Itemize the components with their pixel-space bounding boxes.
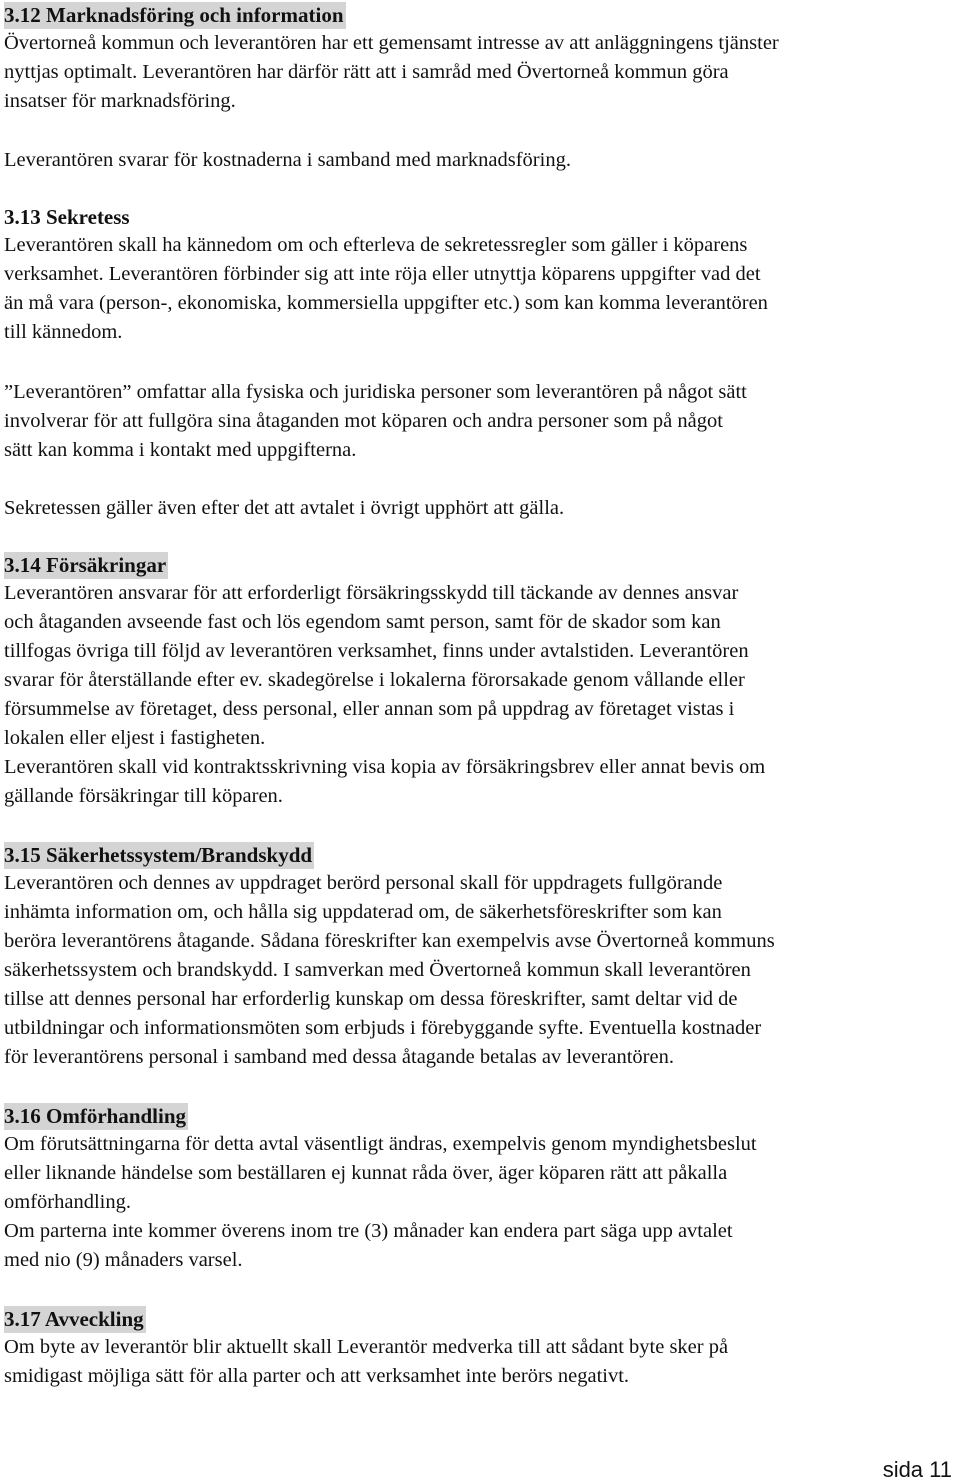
section-heading: 3.16 Omförhandling (4, 1104, 187, 1128)
section-3-12 (4, 2, 952, 116)
section-paragraph: Om förutsättningarna för detta avtal väsentligt ändras, exempelvis genom myndighetsbeslut eller liknande händelse som beställaren ej kunnat råda över, äger köparen rätt att påkalla omförhandling. Om parterna inte kommer överens inom tre (3) månader kan endera part säga upp avtalet med nio (9) månaders varsel. (4, 1133, 757, 1271)
page-number: sida 11 (882, 1457, 952, 1482)
section-paragraph: Om byte av leverantör blir aktuellt skall Leverantör medverka till att sådant byte sker på smidigast möjliga sätt för alla parter och att verksamhet inte berörs negativt. (4, 1336, 729, 1387)
section-paragraph: Sekretessen gäller även efter det att avtalet i övrigt upphört att gälla. (4, 497, 565, 519)
section-paragraph: Leverantören och dennes av uppdraget berörd personal skall för uppdragets fullgörande inhämta information om, och hålla sig uppdaterad om, de säkerhetsföreskrifter som kan beröra leverantörens åtagande. Sådana föreskrifter kan exempelvis avse Övertorneå kommuns säkerhetssystem och brandskydd. I samverkan med Övertorneå kommun skall leverantören tillse att dennes personal har erforderlig kunskap om dessa föreskrifter, samt deltar vid de utbildningar och informationsmöten som erbjuds i förebyggande syfte. Eventuella kostnader för leverantörens personal i samband med dessa åtagande betalas av leverantören. (4, 872, 775, 1068)
section-heading: 3.14 Försäkringar (4, 553, 167, 577)
section-paragraph: Leverantören ansvarar för att erforderligt försäkringsskydd till täckande av dennes ansvar och åtaganden avseende fast och lös egendom samt person, samt för de skador som kan tillfogas övriga till följd av leverantören verksamhet, finns under avtalstiden. Leverantören svarar för återställande efter ev. skadegörelse i lokalerna förorsakade genom vållande eller försummelse av företaget, dess personal, eller annan som på uppdrag av företaget vistas i lokalen eller eljest i fastigheten. Leverantören skall vid kontraktsskrivning visa kopia av försäkringsbrev eller annat bevis om gällande försäkringar till köparen. (4, 582, 766, 807)
section-paragraph: Leverantören svarar för kostnaderna i samband med marknadsföring. (4, 149, 571, 171)
section-3-13-final (4, 494, 952, 523)
section-heading: 3.15 Säkerhetssystem/Brandskydd (4, 843, 313, 867)
section-paragraph: Leverantören skall ha kännedom om och efterleva de sekretessregler som gäller i köparens verksamhet. Leverantören förbinder sig att inte röja eller utnyttja köparens uppgifter vad det än må vara (person-, ekonomiska, kommersiella uppgifter etc.) som kan komma leverantören till kännedom. (4, 234, 768, 343)
section-3-14 (4, 552, 952, 811)
section-heading: 3.12 Marknadsföring och information (4, 3, 344, 27)
section-heading: 3.17 Avveckling (4, 1307, 144, 1331)
section-3-15 (4, 842, 952, 1072)
section-3-17 (4, 1306, 952, 1391)
section-3-13 (4, 204, 952, 347)
section-paragraph: ”Leverantören” omfattar alla fysiska och juridiska personer som leverantören på något sätt involverar för att fullgöra sina åtaganden mot köparen och andra personer som på något sätt kan komma i kontakt med uppgifterna. (4, 381, 747, 461)
section-heading: 3.13 Sekretess (4, 205, 130, 229)
section-paragraph: Övertorneå kommun och leverantören har ett gemensamt intresse av att anläggningens tjänster nyttjas optimalt. Leverantören har därför rätt att i samråd med Övertorneå kommun göra insatser för marknadsföring. (4, 32, 779, 112)
section-3-12-continued (4, 146, 952, 175)
section-3-16 (4, 1103, 952, 1275)
section-3-13-quote (4, 378, 952, 465)
